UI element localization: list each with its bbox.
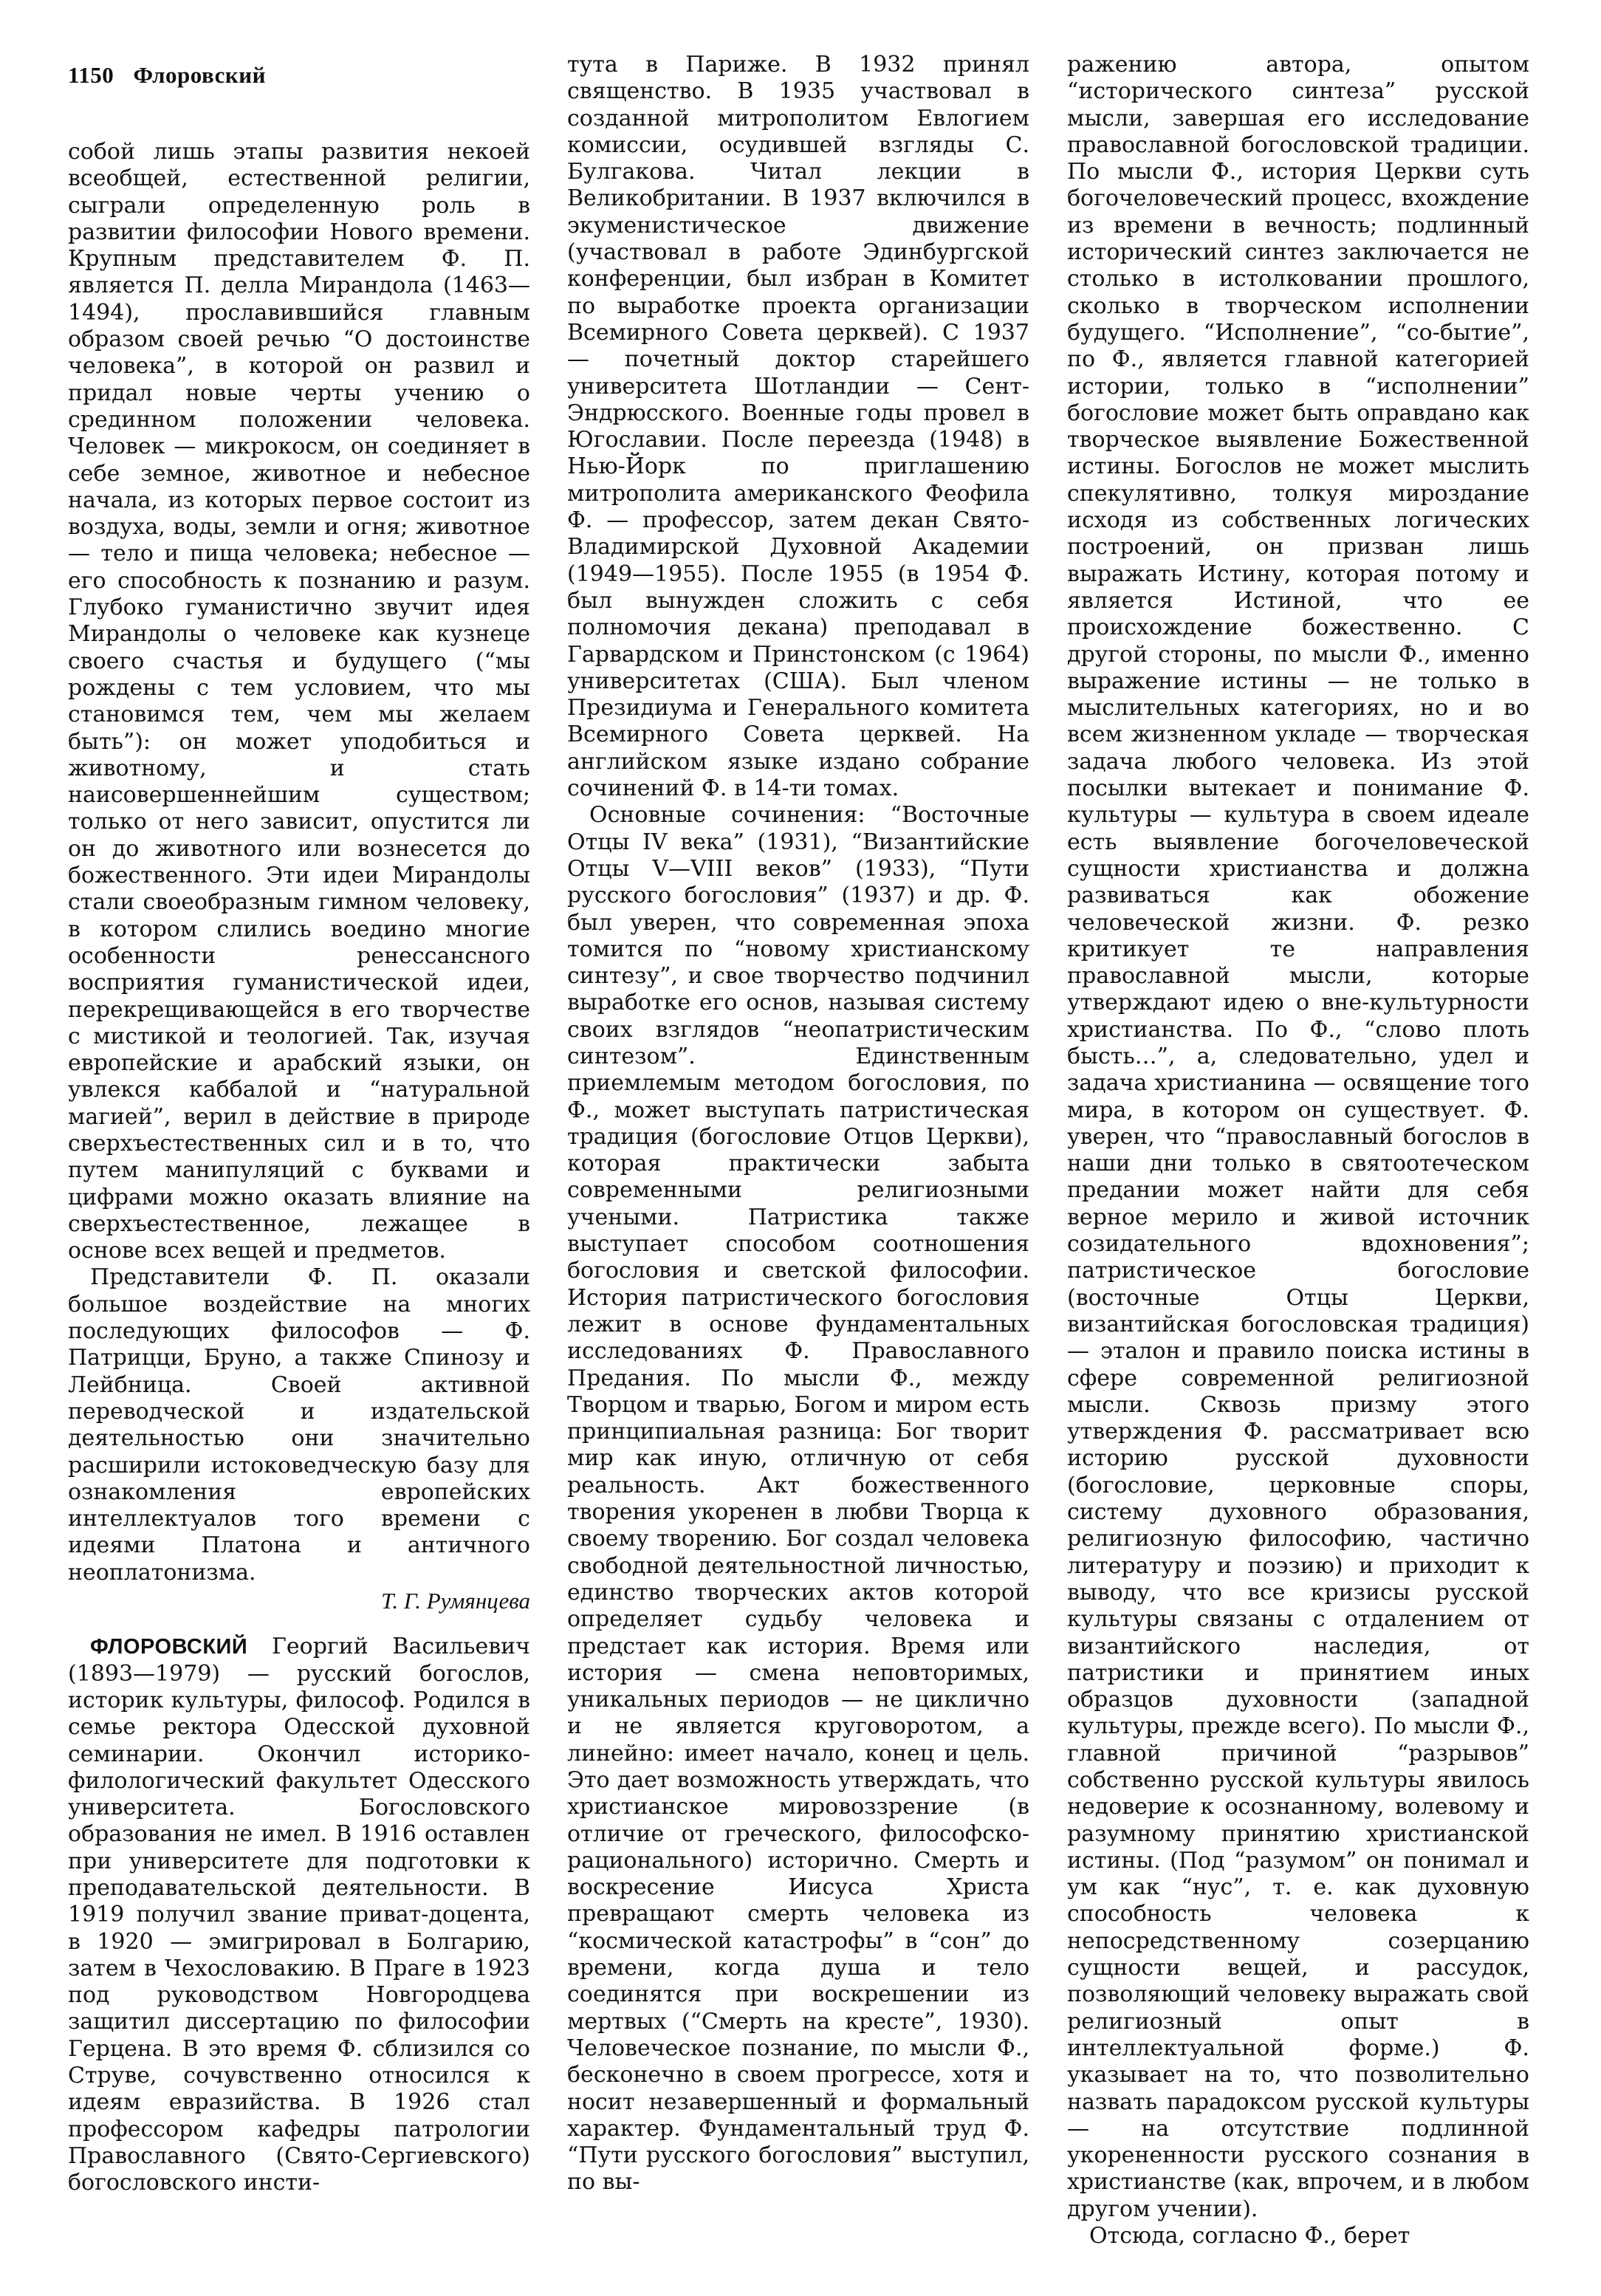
- paragraph: тута в Париже. В 1932 принял священство. В 1935 участвовал в созданной митрополитом Евлогием комиссии, осудившей взгляды С. Булгакова. Читал лекции в Великобритании. В 1937 включился в экуменистическое движение (участвовал в работе Эдинбургской конференции, был избран в Комитет по выработке проекта организации Всемирного Совета церквей). С 1937 — почетный доктор старейшего университета Шотландии — Сент-Эндрюсского. Военные годы провел в Югославии. После переезда (1948) в Нью-Йорк по приглашению митрополита американского Феофила Ф. — профессор, затем декан Свято-Владимирской Духовной Академии (1949—1955). После 1955 (в 1954 Ф. был вынужден сложить с себя полномочия декана) преподавал в Гарвардском и Принстонском (с 1964) университетах (США). Был членом Президиума и Генерального комитета Всемирного Совета церквей. На английском языке издано собрание сочинений Ф. в 14-ти томах.: [567, 52, 1029, 802]
- column-right: [1067, 52, 1529, 2249]
- paragraph: собой лишь этапы развития некоей всеобщей, естественной религии, сыграли определенную роль в развитии философии Нового времени. Крупным представителем Ф. П. является П. делла Мирандола (1463—1494), прославившийся главным образом своей речью “О достоинстве человека”, в которой он развил и придал новые черты учению о срединном положении человека. Человек — микрокосм, он соединяет в себе земное, животное и небесное начала, из которых первое состоит из воздуха, воды, земли и огня; животное — тело и пища человека; небесное — его способность к познанию и разум. Глубоко гуманистично звучит идея Мирандолы о человеке как кузнеце своего счастья и будущего (“мы рождены с тем условием, что мы становимся тем, чем мы желаем быть”): он может уподобиться и животному, и стать наисовершеннейшим существом; только от него зависит, опустится ли он до животного или вознесется до божественного. Эти идеи Мирандолы стали своеобразным гимном человеку, в котором слились воедино многие особенности ренессансного восприятия гуманистической идеи, перекрещивающейся в его творчестве с мистикой и теологией. Так, изучая европейские и арабский языки, он увлекся каббалой и “натуральной магией”, верил в действие в природе сверхъестественных сил и в то, что путем манипуляций с буквами и цифрами можно оказать влияние на сверхъестественное, лежащее в основе всех вещей и предметов.: [68, 139, 530, 1264]
- running-head: [68, 62, 266, 89]
- entry-text: Георгий Васильевич (1893—1979) — русский богослов, историк культуры, философ. Родился в семье ректора Одесской духовной семинарии. Окончил историко-филологический факультет Одесского университета. Богословского образования не имел. В 1916 оставлен при университете для подготовки к преподавательской деятельности. В 1919 получил звание приват-доцента, в 1920 — эмигрировал в Болгарию, затем в Чехословакию. В Праге в 1923 под руководством Новгородцева защитил диссертацию по философии Герцена. В это время Ф. сблизился со Струве, сочувственно относился к идеям евразийства. В 1926 стал профессором кафедры патрологии Православного (Свято-Сергиевского) богословского инсти-: [68, 1634, 530, 2196]
- page-number: 1150: [68, 62, 114, 88]
- running-title: Флоровский: [133, 62, 266, 88]
- entry-florovsky: [68, 1634, 530, 2196]
- entry-paragraph: [68, 1634, 530, 2196]
- entry-headword: ФЛОРОВСКИЙ: [90, 1635, 248, 1659]
- paragraph: Представители Ф. П. оказали большое воздействие на многих последующих философов — Ф. Патрицци, Бруно, а также Спинозу и Лейбница. Своей активной переводческой и издательской деятельностью они значительно расширили истоковедческую базу для ознакомления европейских интеллектуалов того времени с идеями Платона и античного неоплатонизма.: [68, 1264, 530, 1586]
- column-middle: [567, 52, 1029, 2196]
- author-signature: Т. Г. Румянцева: [381, 1588, 530, 1614]
- column-left: [68, 139, 530, 2197]
- paragraph: Отсюда, согласно Ф., берет: [1089, 2223, 1410, 2249]
- paragraph: ражению автора, опытом “исторического синтеза” русской мысли, завершая его исследование православной богословской традиции. По мысли Ф., история Церкви суть богочеловеческий процесс, вхождение из времени в вечность; подлинный исторический синтез заключается не столько в истолковании прошлого, сколько в творческом исполнении будущего. “Исполнение”, “со-бытие”, по Ф., является главной категорией истории, только в “исполнении” богословие может быть оправдано как творческое выявление Божественной истины. Богослов не может мыслить спекулятивно, толкуя мироздание исходя из собственных логических построений, он призван лишь выражать Истину, которая потому и является Истиной, что ее происхождение божественно. С другой стороны, по мысли Ф., именно выражение истины — не только в мыслительных категориях, но и во всем жизненном укладе — творческая задача любого человека. Из этой посылки вытекает и понимание Ф. культуры — культура в своем идеале есть выявление богочеловеческой сущности христианства и должна развиваться как обожение человеческой жизни. Ф. резко критикует те направления православной мысли, которые утверждают идею о вне-культурности христианства. По Ф., “слово плоть бысть…”, а, следовательно, удел и задача христианина — освящение того мира, в котором он существует. Ф. уверен, что “православный богослов в наши дни только в святоотеческом предании может найти для себя верное мерило и живой источник созидательного вдохновения”; патристическое богословие (восточные Отцы Церкви, византийская богословская традиция) — эталон и правило поиска истины в сфере современной религиозной мысли. Сквозь призму этого утверждения Ф. рассматривает всю историю русской духовности (богословие, церковные споры, систему духовного образования, религиозную философию, частично литературу и поэзию) и приходит к выводу, что все кризисы русской культуры связаны с отдалением от византийского наследия, от патристики и принятием иных образцов духовности (западной культуры, прежде всего). По мысли Ф., главной причиной “разрывов” собственно русской культуры явилось недоверие к осознанному, волевому и разумному принятию христианской истины. (Под “разумом” он понимал и ум как “нус”, т. е. как духовную способность человека к непосредственному созерцанию сущности вещей, и рассудок, позволяющий человеку выражать свой религиозный опыт в интеллектуальной форме.) Ф. указывает на то, что позволительно назвать парадоксом русской культуры — на отсутствие подлинной укорененности русского сознания в христианстве (как, впрочем, и в любом другом учении).: [1067, 52, 1529, 2222]
- paragraph: Основные сочинения: “Восточные Отцы IV века” (1931), “Византийские Отцы V—VIII веков” (1933), “Пути русского богословия” (1937) и др. Ф. был уверен, что современная эпоха томится по “новому христианскому синтезу”, и свое творчество подчинил выработке его основ, называя систему своих взглядов “неопатристическим синтезом”. Единственным приемлемым методом богословия, по Ф., может выступать патристическая традиция (богословие Отцов Церкви), которая практически забыта современными религиозными учеными. Патристика также выступает способом соотношения богословия и светской философии. История патристического богословия лежит в основе фундаментальных исследованиях Ф. Православного Предания. По мысли Ф., между Творцом и тварью, Богом и миром есть принципиальная разница: Бог творит мир как иную, отличную от себя реальность. Акт божественного творения укоренен в любви Творца к своему творению. Бог создал человека свободной деятельностной личностью, единство творческих актов которой определяет судьбу человека и предстает как история. Время или история — смена неповторимых, уникальных периодов — не циклично и не является круговоротом, а линейно: имеет начало, конец и цель. Это дает возможность утверждать, что христианское мировоззрение (в отличие от греческого, философско-рационального) исторично. Смерть и воскресение Иисуса Христа превращают смерть человека из “космической катастрофы” в “сон” до времени, когда душа и тело соединятся при воскрешении из мертвых (“Смерть на кресте”, 1930). Человеческое познание, по мысли Ф., бесконечно в своем прогрессе, хотя и носит незавершенный и формальный характер. Фундаментальный труд Ф. “Пути русского богословия” выступил, по вы-: [567, 802, 1029, 2196]
